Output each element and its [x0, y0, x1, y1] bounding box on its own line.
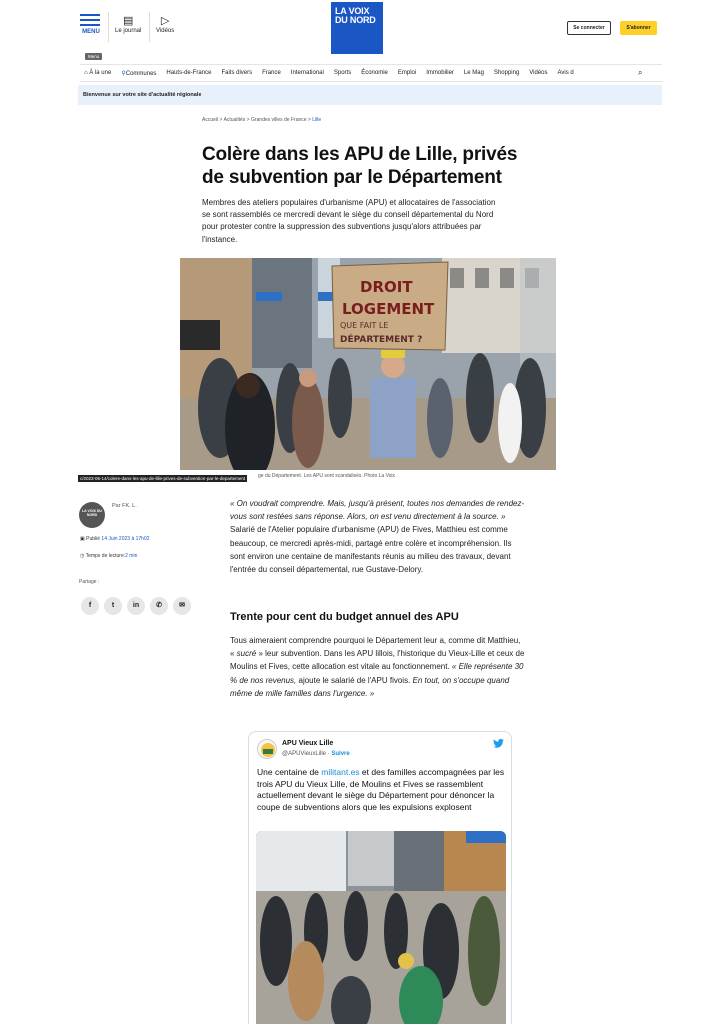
whatsapp-icon[interactable]: ✆ — [150, 597, 168, 615]
embedded-tweet[interactable] — [248, 731, 512, 1024]
linkedin-icon[interactable]: in — [127, 597, 145, 615]
article-subheading: Trente pour cent du budget annuel des APU — [230, 611, 459, 623]
twitter-bird-icon[interactable] — [493, 739, 504, 751]
nav-item-faits-divers[interactable]: Faits divers — [221, 70, 253, 76]
mail-icon[interactable]: ✉ — [173, 597, 191, 615]
tweet-avatar[interactable] — [257, 739, 277, 759]
breadcrumb-item[interactable]: Actualités — [223, 117, 246, 123]
tweet-author-handle: @APUVieuxLille · Suivre — [282, 751, 350, 757]
sign-text-1: DROIT — [360, 278, 413, 296]
calendar-icon: ▣ — [80, 536, 87, 542]
photo-caption: ge du Département. Les APU sont scandalisés. Photo La Voix — [258, 473, 396, 479]
author-avatar: LA VOIX DU NORD — [79, 502, 105, 528]
twitter-icon[interactable]: t — [104, 597, 122, 615]
nav-item-sports[interactable]: Sports — [333, 70, 352, 76]
home-icon: ⌂ — [84, 70, 90, 76]
article-title: Colère dans les APU de Lille, privés de subvention par le Département — [202, 144, 518, 188]
play-icon: ▷ — [160, 15, 170, 27]
nav-item-immobilier[interactable]: Immobilier — [426, 70, 454, 76]
nav-item-emploi[interactable]: Emploi — [397, 70, 417, 76]
article-paragraph-1: « On voudrait comprendre. Mais, jusqu'à présent, toutes nos demandes de rendez-vous sont restées sans réponse. Alors, on est venu directement à la source. » Salarié de l'Atelier populaire d'urbanisme (APU) de Fives, Matthieu est comme beaucoup, ce mercredi après-midi, partagé entre colère et incompréhension. Ils sont environ une centaine de manifestants réunis au milieu des travaux, devant l'entrée du conseil départemental, rue Gustave-Delory. — [230, 499, 525, 575]
newspaper-icon: ▤ — [122, 15, 134, 27]
reading-time: ◷ Temps de lecture:2 min — [80, 553, 138, 559]
sign-text-2: LOGEMENT — [342, 300, 435, 318]
header-divider — [108, 12, 109, 42]
published-date: ▣ Publié 14 Juin 2023 à 17h02 — [80, 536, 150, 542]
sign-text-3: QUE FAIT LE — [340, 321, 389, 330]
protest-photo — [180, 258, 556, 470]
videos-button[interactable] — [156, 14, 174, 34]
status-url-overlay: c/2023-06-14/colere-dans-les-apu-de-lille-prives-de-subvention-par-le-departement — [80, 476, 246, 481]
location-pin-icon: ⚲ — [121, 70, 126, 77]
nav-item-hauts-de-france[interactable]: Hauts-de-France — [166, 70, 212, 76]
nav-item-a-la-une[interactable]: ⌂ À la une — [84, 70, 112, 76]
nav-item-le-mag[interactable]: Le Mag — [463, 70, 484, 76]
follow-link[interactable]: Suivre — [331, 751, 350, 757]
article-paragraph-2: Tous aimeraient comprendre pourquoi le Département leur a, comme dit Matthieu, « sucré » leur subvention. Dans les APU lillois, l'historique du Vieux-Lille et ceux de Moulins et Fives, cette allocation est vitale au fonctionnement. « Elle représente 30 % de nos revenus, ajoute le salarié de l'APU fivois. En tout, on s'occupe quand même de mille familles dans l'urgence. » — [230, 636, 525, 698]
apu-logo-icon — [258, 740, 278, 760]
clock-icon: ◷ — [80, 553, 86, 559]
facebook-icon[interactable]: f — [81, 597, 99, 615]
subscribe-button[interactable]: S'abonner — [620, 21, 657, 35]
nav-item-shopping[interactable]: Shopping — [493, 70, 520, 76]
search-icon[interactable]: ⌕ — [638, 68, 643, 77]
journal-label: Le journal — [115, 28, 142, 34]
tweet-text: Une centaine de militant.es et des familles accompagnées par les trois APU du Vieux Lille, de Moulins et Fives se rassemblent actuellement devant le siège du Département pour dénoncer la coupe de subventions alors que les expulsions explosent — [257, 767, 505, 812]
article-photo[interactable] — [180, 258, 556, 470]
hamburger-icon — [80, 14, 102, 26]
tweet-protest-photo — [256, 831, 506, 1024]
menu-label: MENU — [82, 29, 100, 35]
nav-item-france[interactable]: France — [262, 70, 281, 76]
menu-button[interactable] — [80, 14, 102, 35]
share-label: Partage : — [79, 579, 100, 585]
nav-item-economie[interactable]: Économie — [361, 70, 388, 76]
main-nav — [80, 64, 662, 82]
tweet-link[interactable]: militant.es — [321, 767, 360, 777]
author-name[interactable]: Par FK. L. — [112, 503, 137, 509]
connect-button[interactable]: Se connecter — [567, 21, 611, 35]
breadcrumb-item[interactable]: Accueil — [202, 117, 219, 123]
header-divider — [149, 12, 150, 42]
videos-label: Vidéos — [156, 28, 175, 34]
menu-tooltip: Menu — [85, 53, 102, 60]
tweet-photo[interactable] — [256, 831, 506, 1024]
sign-text-4: DÉPARTEMENT ? — [340, 335, 423, 345]
nav-item-videos[interactable]: Vidéos — [529, 70, 548, 76]
article-lead: Membres des ateliers populaires d'urbanisme (APU) et allocataires de l'association se sont rassemblés ce mercredi devant le siège du conseil départemental du Nord pour protester contre la suppression des subventions jusqu'alors attribuées par l'instance. — [202, 198, 496, 244]
tweet-author-name[interactable]: APU Vieux Lille — [282, 740, 334, 747]
breadcrumb-item[interactable]: Grandes villes de France — [250, 117, 307, 123]
breadcrumb: Accueil > Actualités > Grandes villes de France > Lille — [202, 117, 322, 123]
journal-button[interactable] — [115, 14, 141, 34]
site-logo[interactable] — [331, 2, 383, 54]
welcome-banner: Bienvenue sur votre site d'actualité régionale — [78, 85, 662, 105]
nav-item-international[interactable]: International — [290, 70, 324, 76]
breadcrumb-item-current[interactable]: Lille — [312, 117, 322, 123]
logo-text: LA VOIX DU NORD — [335, 6, 376, 25]
nav-item-avis[interactable]: Avis d — [557, 70, 574, 76]
nav-item-communes[interactable]: ⚲Communes — [121, 70, 157, 77]
